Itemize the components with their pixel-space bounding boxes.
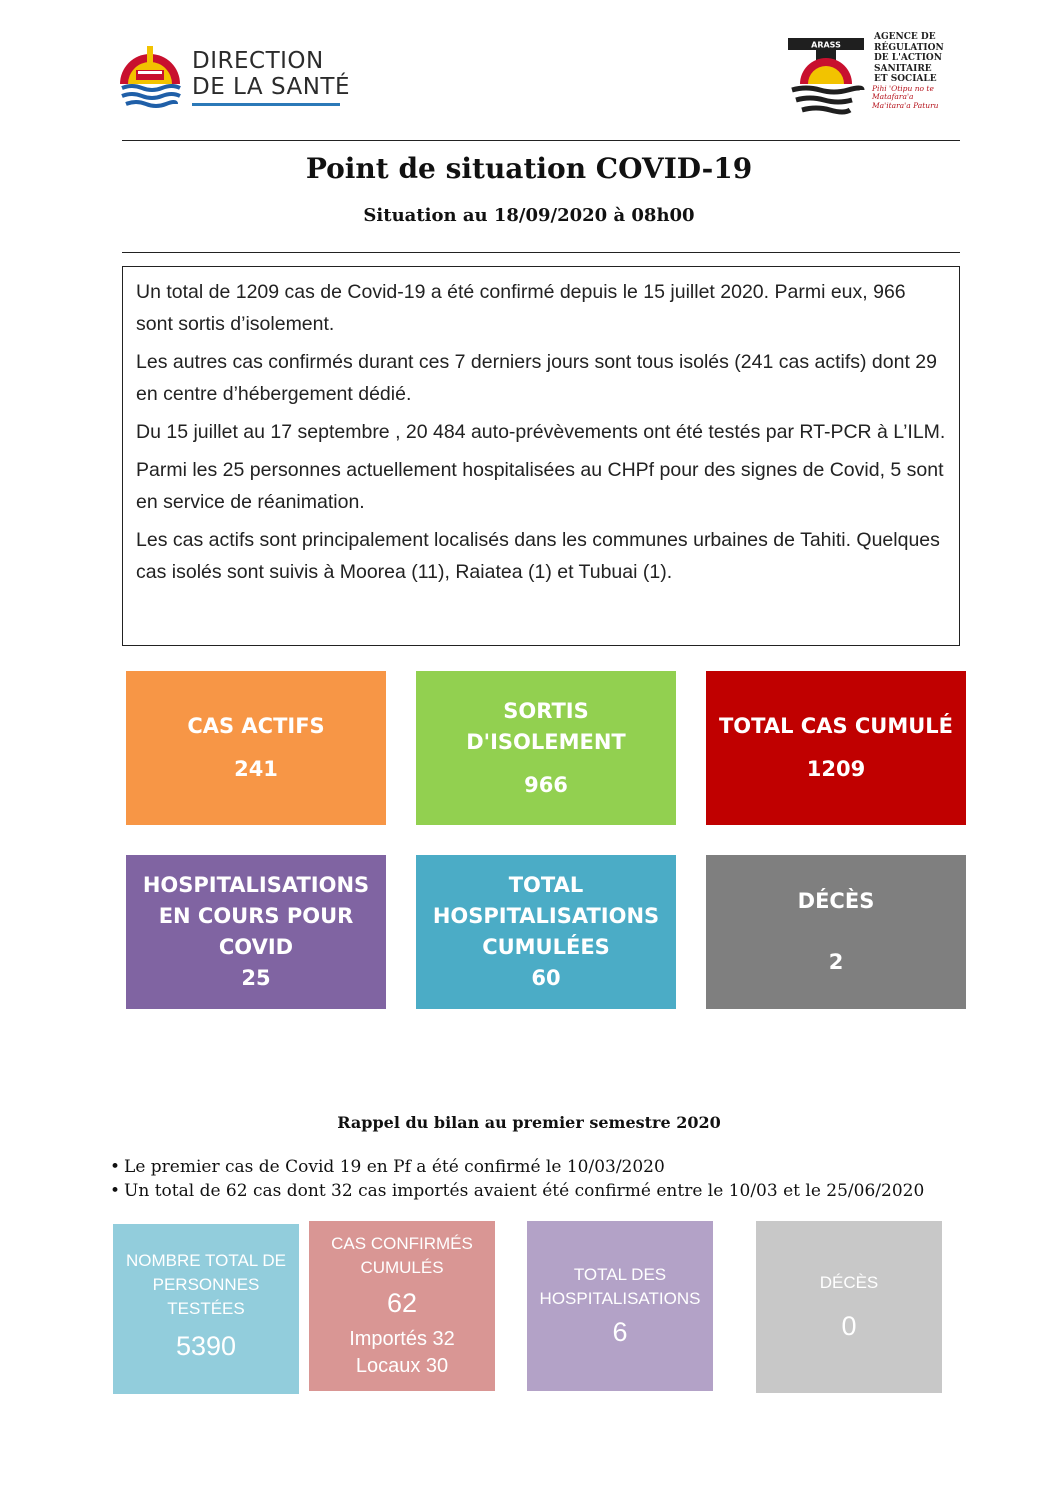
agency-motto: Pihi 'Otipu no te Matafara'a Ma'itara'a Paturu — [872, 84, 939, 110]
agency-acronym: ARASS — [811, 40, 841, 50]
tile-label: TOTAL DES HOSPITALISATIONS — [539, 1265, 701, 1308]
tile-label: TOTAL CAS CUMULÉ — [718, 714, 954, 738]
summary-paragraph: Un total de 1209 cas de Covid-19 a été confirmé depuis le 15 juillet 2020. Parmi eux, 966 sont sortis d’isolement. — [136, 281, 906, 335]
brand-name — [192, 48, 350, 100]
arass-logo-icon — [786, 32, 866, 118]
tile-value: 6 — [612, 1317, 628, 1347]
tile-value: 0 — [841, 1311, 857, 1341]
summary-paragraph: Du 15 juillet au 17 septembre , 20 484 auto-prévèvements ont été testés par RT-PCR à L’ILM. — [136, 421, 946, 443]
page-subtitle: Situation au 18/09/2020 à 08h00 — [363, 205, 695, 226]
recall-list — [110, 1155, 924, 1203]
agency-name-line: AGENCE DE — [874, 32, 936, 42]
tile-personnes-testees — [113, 1224, 299, 1394]
brand-line-2: DE LA SANTÉ — [192, 74, 350, 100]
title-rule-bottom — [122, 252, 960, 253]
recall-title: Rappel du bilan au premier semestre 2020 — [337, 1113, 721, 1132]
tile-label: DÉCÈS — [797, 889, 875, 913]
recall-item: • Un total de 62 cas dont 32 cas importés avaient été confirmé entre le 10/03 et le 25/06/2020 — [110, 1179, 924, 1203]
recall-item: • Le premier cas de Covid 19 en Pf a été confirmé le 10/03/2020 — [110, 1155, 924, 1179]
tile-total-hospitalisations — [416, 855, 676, 1009]
tile-deces — [706, 855, 966, 1009]
agency-name-line: RÉGULATION — [874, 42, 944, 53]
summary-paragraph: Les cas actifs sont principalement localisés dans les communes urbaines de Tahiti. Quelques cas isolés sont suivis à Moorea (11), Raiatea (1) et Tubuai (1). — [136, 529, 940, 583]
tile-label: NOMBRE TOTAL DE PERSONNES TESTÉES — [126, 1251, 286, 1318]
tile-sub-locaux: Locaux 30 — [355, 1355, 449, 1377]
summary-paragraph: Les autres cas confirmés durant ces 7 derniers jours sont tous isolés (241 cas actifs) dont 29 en centre d’hébergement dédié. — [136, 351, 937, 405]
tile-label: CAS CONFIRMÉS CUMULÉS — [331, 1234, 473, 1277]
brand-underline — [192, 103, 340, 106]
tile-value: 2 — [828, 950, 844, 974]
tile-value: 25 — [241, 966, 271, 990]
direction-sante-logo-icon — [114, 40, 186, 110]
tile-sub-importes: Importés 32 — [349, 1328, 455, 1350]
brand-line-1: DIRECTION — [192, 48, 324, 74]
summary-paragraph: Parmi les 25 personnes actuellement hospitalisées au CHPf pour des signes de Covid, 5 sont en service de réanimation. — [136, 459, 944, 513]
tile-value: 62 — [386, 1288, 418, 1318]
tile-cas-actifs — [126, 671, 386, 825]
tile-total-cas-cumule — [706, 671, 966, 825]
tile-total-hospitalisations-s1 — [527, 1221, 713, 1391]
tile-value: 1209 — [806, 757, 866, 781]
tile-value: 966 — [524, 772, 568, 797]
tile-label: CAS ACTIFS — [187, 714, 325, 738]
tile-label: TOTAL HOSPITALISATIONS CUMULÉES — [432, 873, 660, 959]
tile-label: DÉCÈS — [819, 1273, 879, 1292]
tile-cas-confirmes-cumules — [309, 1221, 495, 1391]
agency-name-line: SANITAIRE — [874, 63, 932, 74]
title-rule-top — [122, 140, 960, 141]
tile-label: SORTIS D'ISOLEMENT — [466, 698, 626, 754]
page-title: Point de situation COVID-19 — [305, 152, 753, 185]
agency-name — [874, 32, 954, 85]
tile-sortis-isolement — [416, 671, 676, 825]
tile-label: HOSPITALISATIONS EN COURS POUR COVID — [142, 873, 370, 959]
agency-name-line: DE L'ACTION — [874, 53, 943, 63]
agency-name-line: ET SOCIALE — [874, 74, 937, 84]
tile-value: 241 — [234, 757, 278, 781]
tile-deces-s1 — [756, 1221, 942, 1393]
tile-hospitalisations-en-cours — [126, 855, 386, 1009]
tile-value: 5390 — [175, 1331, 237, 1361]
summary-box — [122, 266, 960, 646]
tile-value: 60 — [531, 966, 561, 990]
